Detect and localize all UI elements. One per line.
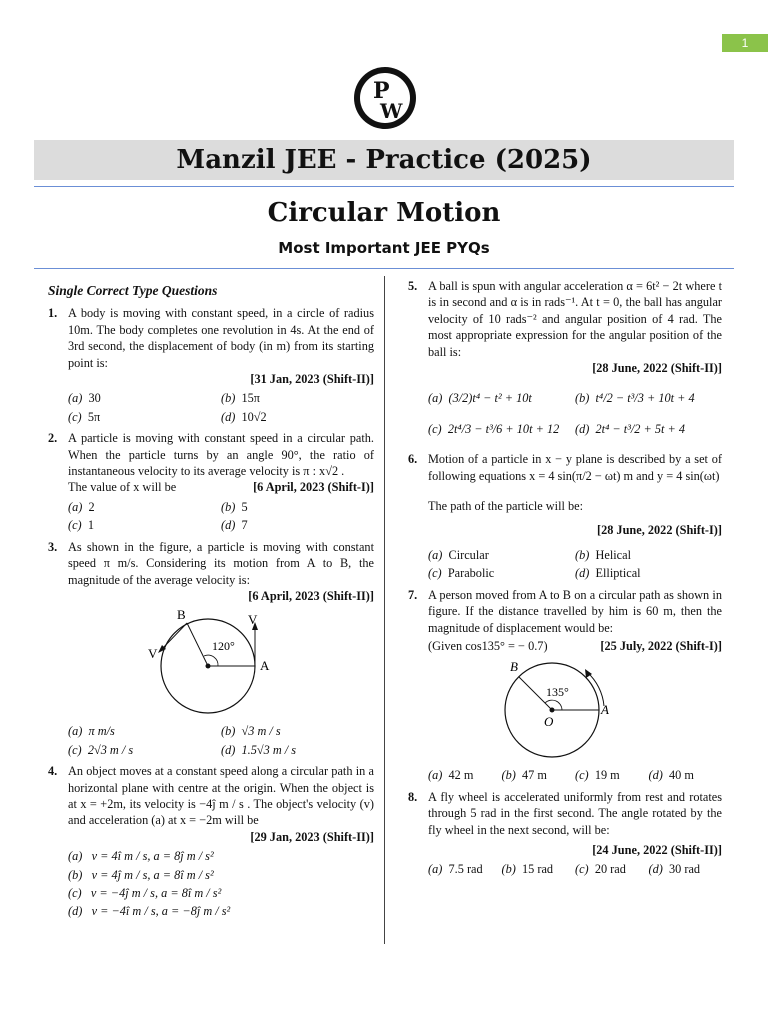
question-number: 7. [408, 587, 418, 602]
question-source: [6 April, 2023 (Shift-I)] [253, 480, 374, 495]
question-2 [44, 430, 374, 496]
question-given: (Given cos135° = − 0.7) [428, 638, 548, 653]
options [44, 390, 374, 425]
option[interactable]: (b) √3 m / s [221, 724, 281, 739]
option[interactable]: (a) Circular [428, 547, 489, 562]
options [404, 547, 722, 582]
question-source: [25 July, 2022 (Shift-I)] [600, 638, 722, 653]
question-3 [44, 539, 374, 605]
option[interactable]: (b) v = 4ĵ m / s, a = 8î m / s² [68, 867, 214, 882]
option[interactable]: (a) (3/2)t⁴ − t² + 10t [428, 391, 532, 406]
divider [34, 268, 734, 269]
option[interactable]: (a) 42 m [428, 768, 474, 783]
question-number: 8. [408, 789, 418, 804]
question-4 [44, 763, 374, 845]
option[interactable]: (d) v = −4î m / s, a = −8ĵ m / s² [68, 904, 231, 919]
page-title: Circular Motion [267, 198, 501, 228]
option[interactable]: (a) v = 4î m / s, a = 8ĵ m / s² [68, 849, 214, 864]
question-number: 2. [48, 431, 58, 446]
question-source: [6 April, 2023 (Shift-II)] [248, 588, 374, 603]
option[interactable]: (c) 1 [68, 518, 94, 533]
fig-label-v: V [148, 646, 158, 662]
question-text: A ball is spun with angular acceleration α = 6t² − 2t where t is in second and α is in rads⁻¹. At t = 0, the ball has angular velocity of 10 rads⁻² and angular position of 4 rad. The most appropriate expression for the angular position of the ball is: [428, 279, 722, 359]
question-text: A particle is moving with constant speed in a circular path. When the particle turns by an angle 90°, the ratio of instantaneous velocity to its average velocity is π : x√2 . [68, 431, 374, 479]
question-text: A person moved from A to B on a circular path as shown in figure. If the distance travelled by him is 60 m, then the magnitude of displacement would be: [428, 587, 722, 635]
options [44, 499, 374, 534]
options [404, 767, 722, 783]
option[interactable]: (c) 20 rad [575, 862, 626, 877]
question-5 [404, 278, 722, 376]
right-column [404, 278, 722, 883]
question-number: 1. [48, 306, 58, 321]
page-number: 1 [722, 34, 768, 52]
option[interactable]: (c) Parabolic [428, 566, 495, 581]
question-8 [404, 789, 722, 859]
option[interactable]: (c) 5π [68, 409, 101, 424]
section-title: Single Correct Type Questions [48, 283, 218, 298]
page-subtitle: Most Important JEE PYQs [278, 239, 490, 257]
question-6 [404, 451, 722, 539]
question-text: An object moves at a constant speed along a circular path in a horizontal plane with centre at the origin. When the object is at x = +2m, its velocity is −4ĵ m / s . The object's velocity (v) and acceleration (a) at x = −2m will be [68, 764, 374, 828]
fig-angle: 135° [546, 685, 569, 700]
option[interactable]: (b) 47 m [501, 768, 547, 783]
fig-label-a: A [601, 702, 609, 718]
option[interactable]: (d) 30 rad [648, 862, 701, 877]
option[interactable]: (b) 15π [221, 391, 261, 406]
question-source: [29 Jan, 2023 (Shift-II)] [250, 829, 374, 844]
option[interactable]: (b) Helical [575, 547, 632, 562]
divider [34, 186, 734, 187]
banner [34, 140, 734, 180]
question-source: [31 Jan, 2023 (Shift-II)] [250, 372, 374, 387]
question-text: As shown in the figure, a particle is moving with constant speed π m/s. Considering its motion from A to B, the magnitude of the average velocity is: [68, 539, 374, 587]
question-text: Motion of a particle in x − y plane is described by a set of following equations x = 4 sin(π/2 − ωt) m and y = 4 sin(ωt) [428, 452, 722, 483]
option[interactable]: (c) 2t⁴/3 − t³/6 + 10t + 12 [428, 421, 560, 436]
option[interactable]: (c) 19 m [575, 768, 620, 783]
option[interactable]: (b) 5 [221, 499, 248, 514]
options [404, 390, 722, 437]
circle-figure-q3 [44, 604, 374, 720]
question-7 [404, 587, 722, 655]
option[interactable]: (d) 7 [221, 518, 248, 533]
options [44, 848, 374, 920]
option[interactable]: (a) 2 [68, 499, 95, 514]
svg-text:P: P [373, 78, 390, 104]
option[interactable]: (d) Elliptical [575, 566, 641, 581]
question-number: 5. [408, 279, 418, 293]
question-number: 3. [48, 539, 58, 554]
left-column [44, 280, 374, 925]
option[interactable]: (d) 2t⁴ − t³/2 + 5t + 4 [575, 421, 686, 436]
options [44, 723, 374, 758]
question-source: [28 June, 2022 (Shift-I)] [596, 523, 722, 538]
option[interactable]: (a) π m/s [68, 724, 115, 739]
circle-figure-q7 [404, 654, 722, 764]
fig-label-o: O [544, 714, 554, 730]
question-source: [24 June, 2022 (Shift-II)] [592, 842, 722, 857]
fig-label-a: A [260, 658, 270, 674]
question-source: [28 June, 2022 (Shift-II)] [592, 361, 722, 376]
pw-logo [353, 64, 417, 132]
option[interactable]: (a) 7.5 rad [428, 862, 483, 877]
question-text: A body is moving with constant speed, in a circle of radius 10m. The body completes one revolution in 4s. At the end of 3rd second, the displacement of body (in m) from its starting point is: [68, 306, 374, 370]
option[interactable]: (d) 40 m [648, 768, 694, 783]
option[interactable]: (d) 10√2 [221, 409, 267, 424]
question-text-2: The path of the particle will be: [428, 499, 584, 514]
question-number: 4. [48, 764, 58, 779]
question-number: 6. [408, 452, 418, 467]
question-text: A fly wheel is accelerated uniformly from rest and rotates through 5 rad in the first second. The angle rotated by the fly wheel in the next second, will be: [428, 789, 722, 837]
option[interactable]: (b) t⁴/2 − t³/3 + 10t + 4 [575, 391, 695, 406]
banner-title: Manzil JEE - Practice (2025) [176, 145, 592, 175]
question-1 [44, 305, 374, 387]
option[interactable]: (c) v = −4ĵ m / s, a = 8î m / s² [68, 885, 222, 900]
option[interactable]: (a) 30 [68, 391, 101, 406]
fig-angle: 120° [212, 639, 235, 654]
options [404, 861, 722, 877]
option[interactable]: (c) 2√3 m / s [68, 742, 134, 757]
column-divider [384, 276, 385, 944]
option[interactable]: (d) 1.5√3 m / s [221, 742, 297, 757]
question-text-2: The value of x will be [68, 480, 177, 495]
fig-label-b: B [510, 659, 518, 675]
fig-label-b: B [177, 607, 186, 623]
fig-label-v: V [248, 612, 258, 628]
option[interactable]: (b) 15 rad [501, 862, 554, 877]
svg-text:W: W [380, 99, 403, 123]
